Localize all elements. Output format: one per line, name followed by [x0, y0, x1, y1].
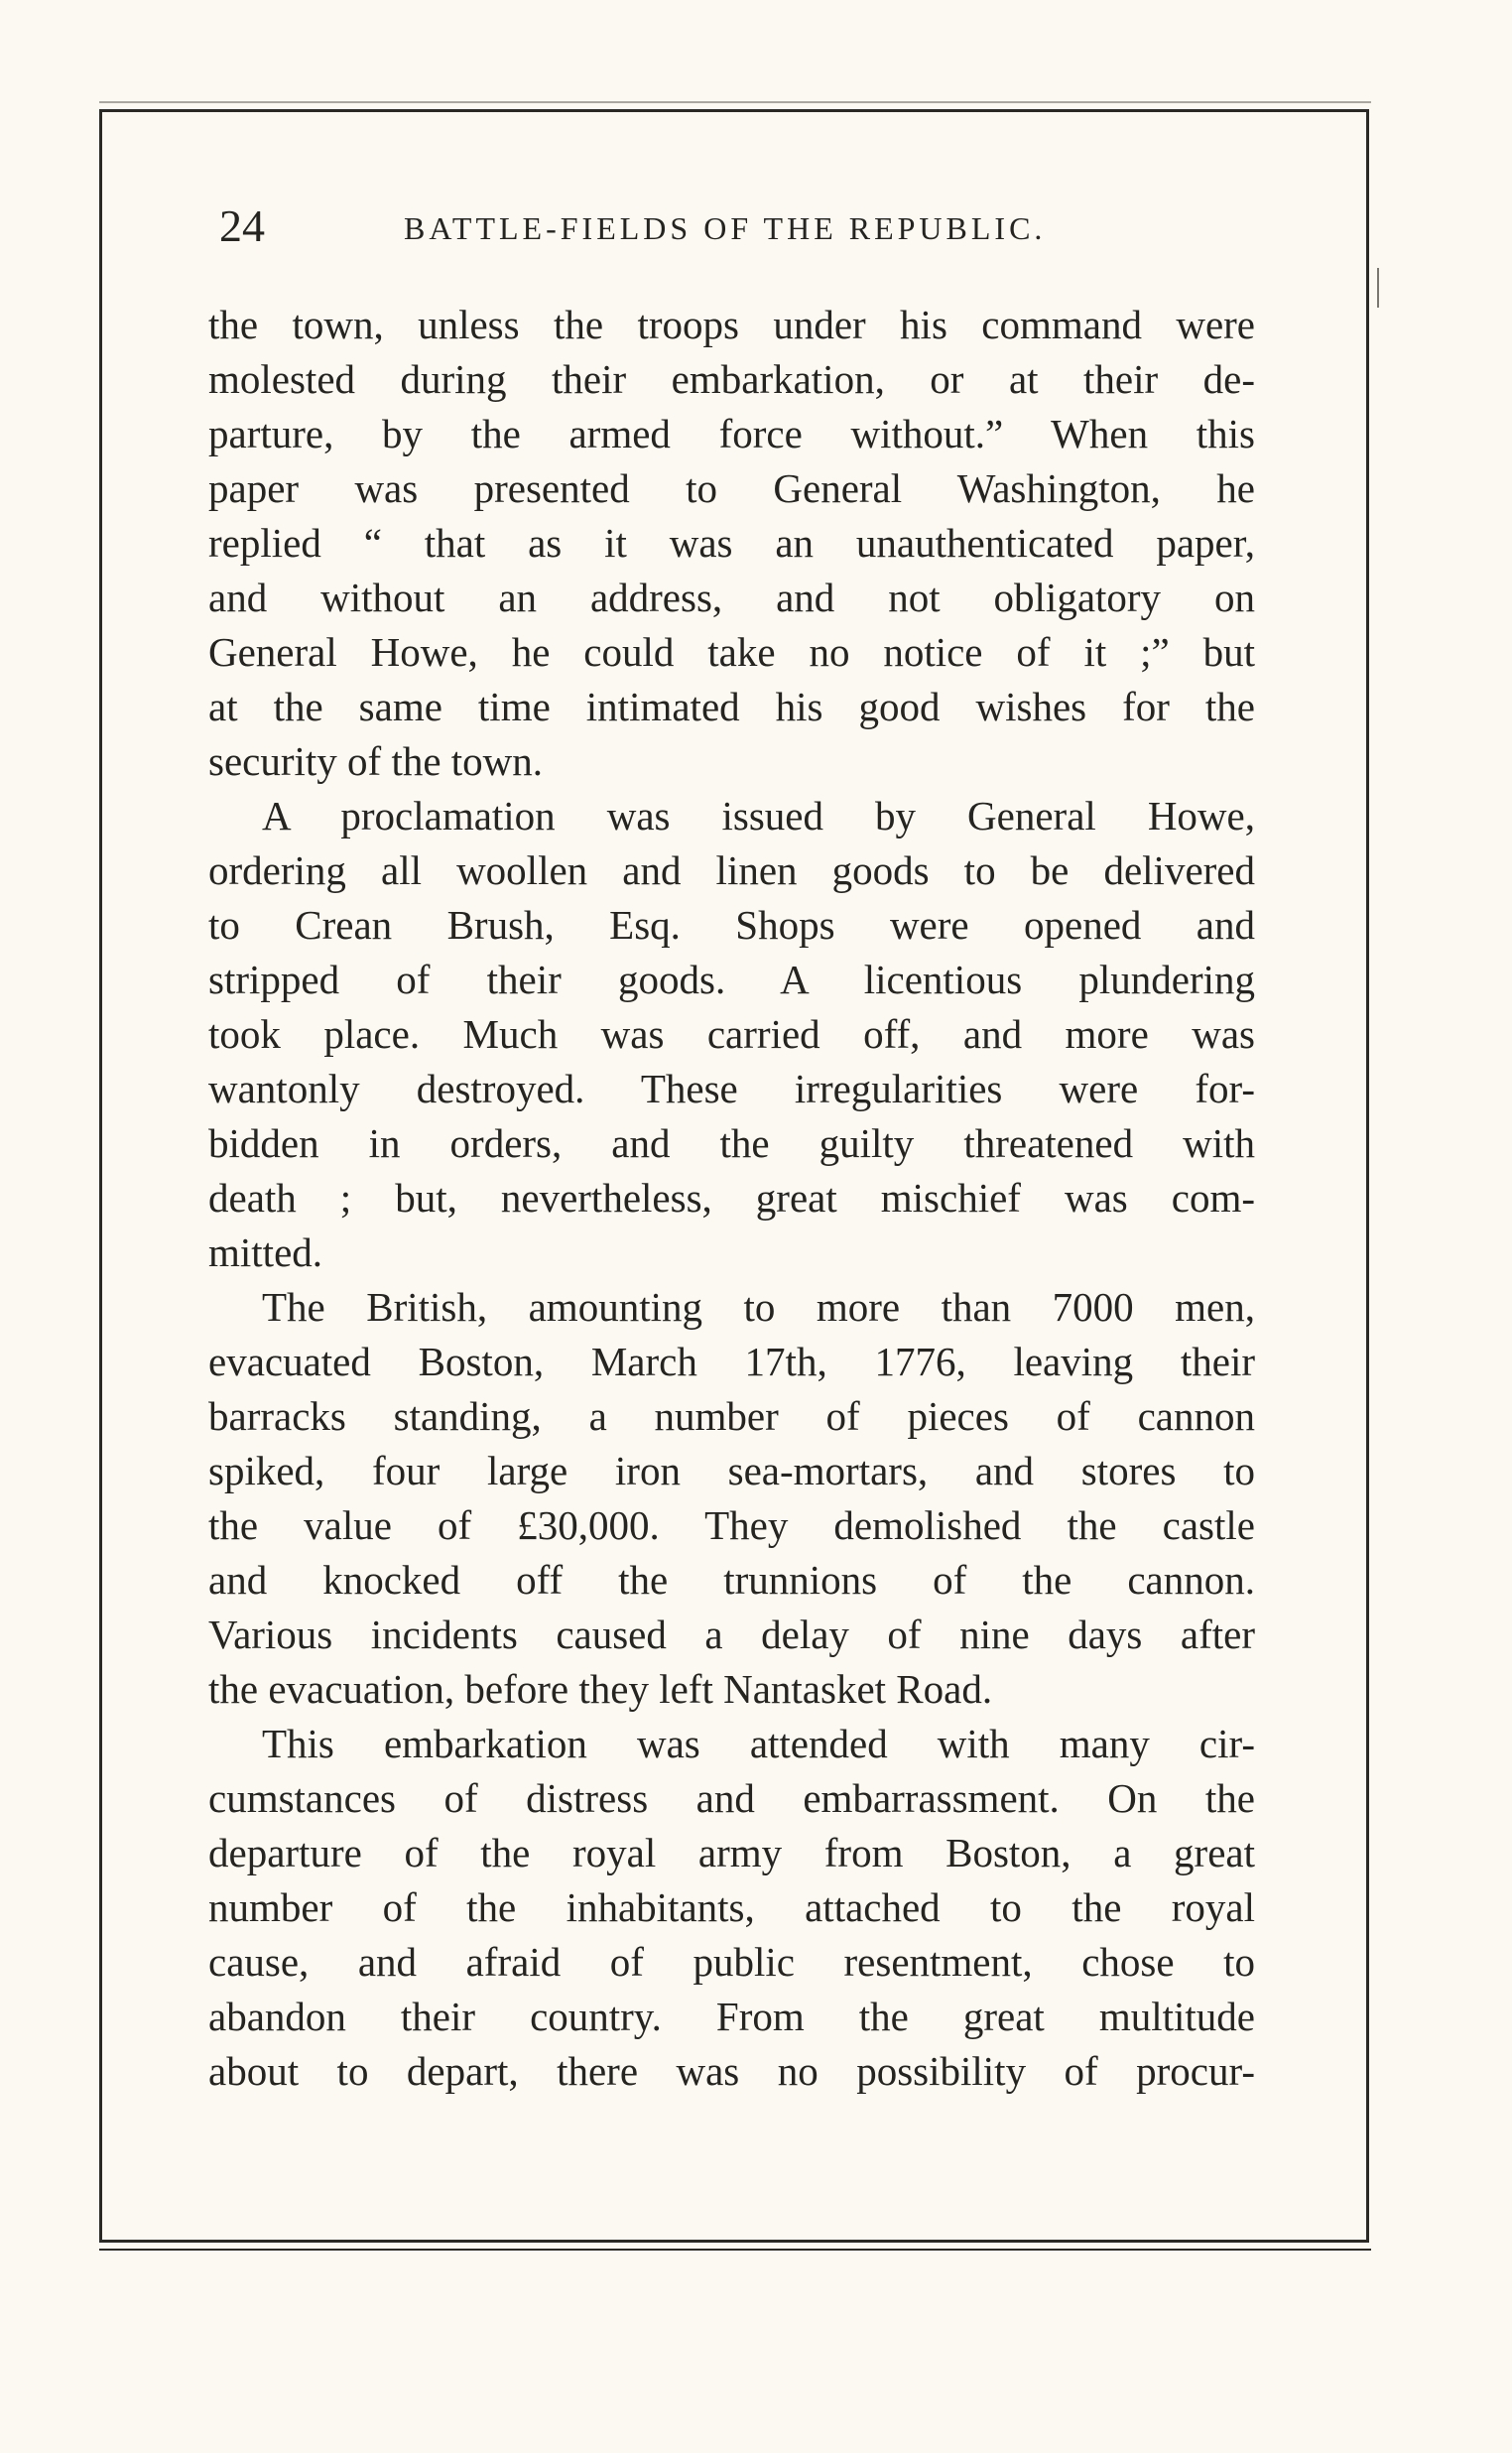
- text-line: about to depart, there was no possibility of procur-: [208, 2048, 1255, 2094]
- running-head: [213, 196, 1255, 256]
- text-line: took place. Much was carried off, and more was: [208, 1011, 1255, 1057]
- text-line: cumstances of distress and embarrassment. On the: [208, 1775, 1255, 1821]
- text-line: A proclamation was issued by General Howe,: [262, 793, 1255, 839]
- text-line: stripped of their goods. A licentious plundering: [208, 957, 1255, 1002]
- text-line: barracks standing, a number of pieces of cannon: [208, 1393, 1255, 1439]
- body-text: [208, 298, 1255, 2099]
- frame-top-rule: [99, 101, 1371, 103]
- text-line: General Howe, he could take no notice of it ;” but: [208, 629, 1255, 675]
- text-line: to Crean Brush, Esq. Shops were opened and: [208, 902, 1255, 948]
- text-line: mitted.: [208, 1229, 323, 1275]
- text-line: The British, amounting to more than 7000 men,: [262, 1284, 1255, 1330]
- text-line: the town, unless the troops under his command were: [208, 302, 1255, 347]
- text-line: the evacuation, before they left Nantasket Road.: [208, 1666, 993, 1712]
- text-line: parture, by the armed force without.” When this: [208, 411, 1255, 456]
- text-line: security of the town.: [208, 738, 544, 784]
- text-line: abandon their country. From the great multitude: [208, 1994, 1255, 2039]
- text-line: departure of the royal army from Boston, a great: [208, 1830, 1255, 1875]
- text-line: at the same time intimated his good wishes for the: [208, 684, 1255, 729]
- text-line: bidden in orders, and the guilty threatened with: [208, 1120, 1255, 1166]
- text-line: ordering all woollen and linen goods to be delivered: [208, 847, 1255, 893]
- text-line: replied “ that as it was an unauthenticated paper,: [208, 520, 1255, 566]
- margin-mark: [1377, 268, 1379, 308]
- running-title: BATTLE-FIELDS OF THE REPUBLIC.: [404, 210, 1047, 246]
- text-line: evacuated Boston, March 17th, 1776, leaving their: [208, 1339, 1255, 1384]
- text-line: This embarkation was attended with many cir-: [262, 1721, 1255, 1766]
- frame-bottom-rule: [99, 2249, 1371, 2251]
- text-line: the value of £30,000. They demolished the castle: [208, 1502, 1255, 1548]
- text-line: cause, and afraid of public resentment, chose to: [208, 1939, 1255, 1985]
- text-line: death ; but, nevertheless, great mischief was com-: [208, 1175, 1255, 1221]
- page-number: 24: [219, 200, 265, 251]
- text-line: Various incidents caused a delay of nine days after: [208, 1612, 1255, 1657]
- text-line: molested during their embarkation, or at their de-: [208, 356, 1255, 402]
- text-line: wantonly destroyed. These irregularities were for-: [208, 1066, 1255, 1111]
- text-line: and knocked off the trunnions of the cannon.: [208, 1557, 1255, 1603]
- text-line: paper was presented to General Washington, he: [208, 465, 1255, 511]
- text-line: and without an address, and not obligatory on: [208, 575, 1255, 620]
- text-line: spiked, four large iron sea-mortars, and stores to: [208, 1448, 1255, 1493]
- text-line: number of the inhabitants, attached to the royal: [208, 1884, 1255, 1930]
